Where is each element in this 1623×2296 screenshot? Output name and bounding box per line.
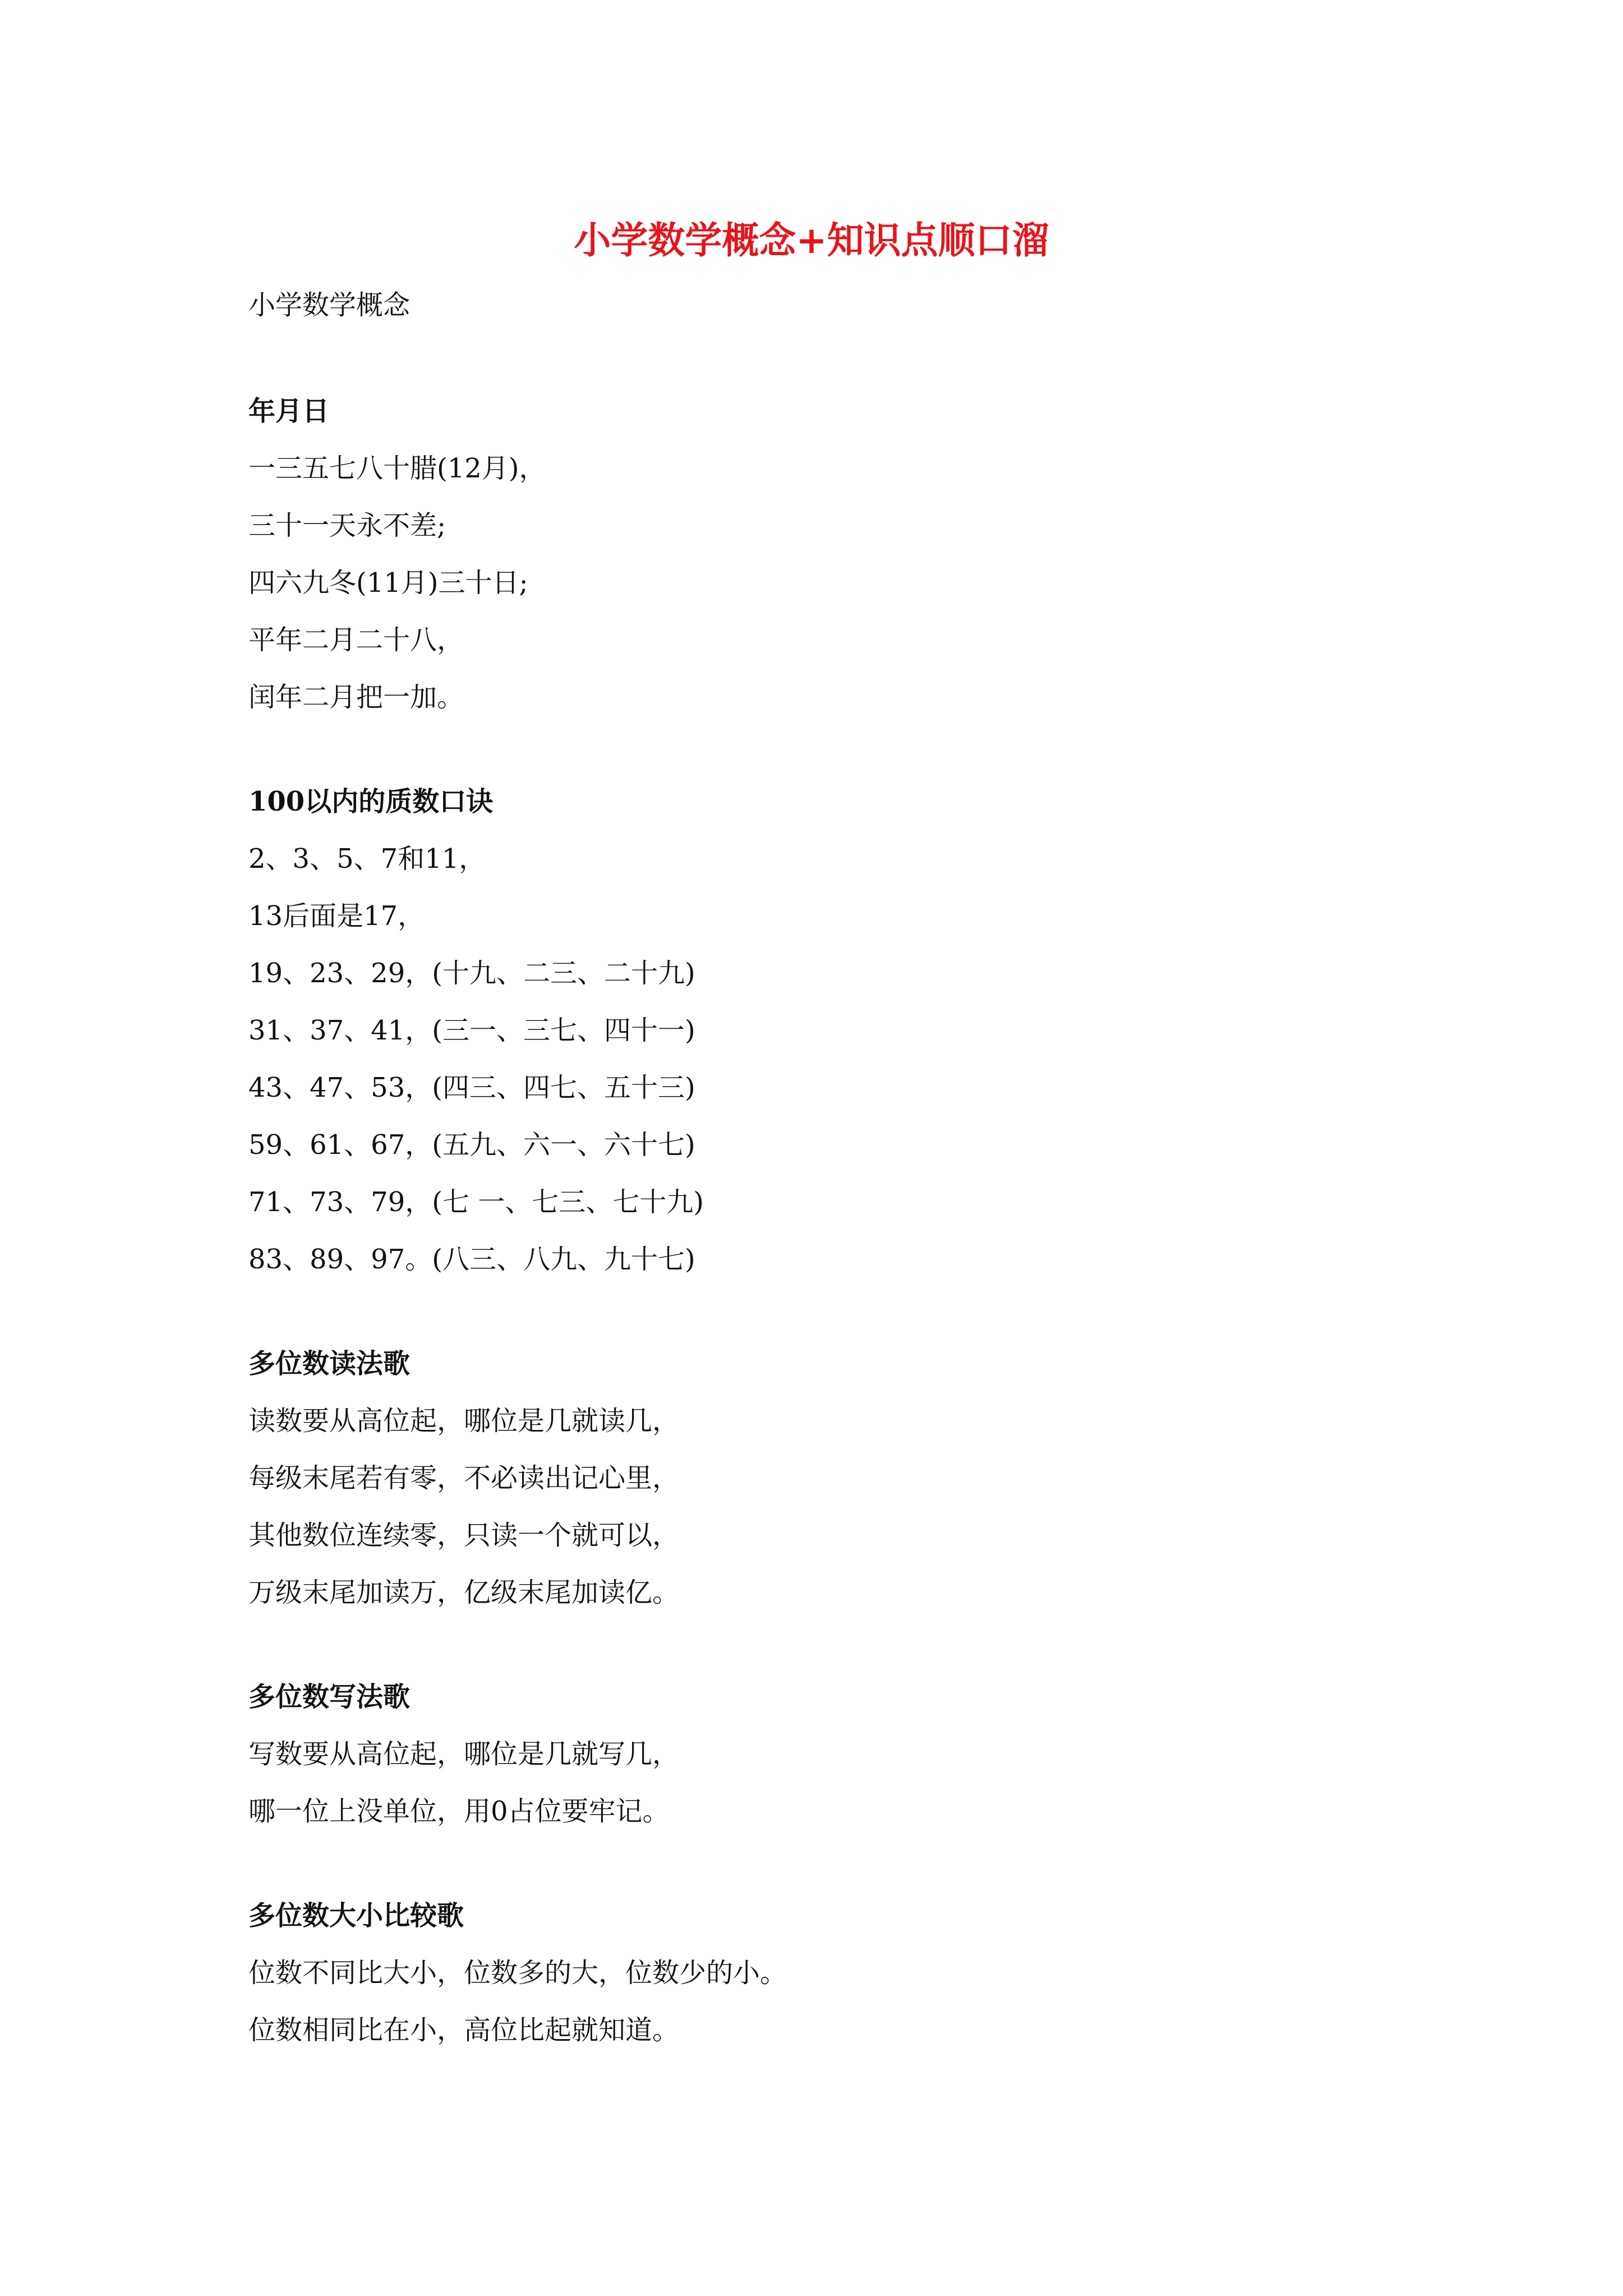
section-heading: 多位数读法歌 xyxy=(248,1348,411,1379)
section-heading: 年月日 xyxy=(248,395,330,427)
section-prime-numbers xyxy=(248,776,1426,1291)
rhyme-line: 闰年二月把一加。 xyxy=(248,682,464,713)
rhyme-line: 其他数位连续零，只读一个就可以， xyxy=(248,1520,680,1551)
rhyme-line: 万级末尾加读万，亿级末尾加读亿。 xyxy=(248,1577,680,1608)
rhyme-line: 三十一天永不差; xyxy=(248,510,446,541)
rhyme-line: 一三五七八十腊(12月)， xyxy=(248,453,546,484)
rhyme-line: 四六九冬(11月)三十日; xyxy=(248,567,528,599)
section-heading: 100以内的质数口诀 xyxy=(248,786,494,817)
document-subtitle: 小学数学概念 xyxy=(248,289,411,321)
section-year-month-day xyxy=(248,386,1426,729)
rhyme-line: 31、37、41，(三一、三七、四十一) xyxy=(248,1015,695,1046)
rhyme-line: 19、23、29，(十九、二三、二十九) xyxy=(248,958,695,989)
rhyme-line: 13后面是17， xyxy=(248,900,425,932)
rhyme-line: 71、73、79，(七 一、七三、七十九) xyxy=(248,1186,704,1218)
rhyme-line: 位数相同比在小，高位比起就知道。 xyxy=(248,2014,680,2046)
rhyme-line: 哪一位上没单位，用0占位要牢记。 xyxy=(248,1796,670,1827)
sections xyxy=(248,386,1426,2062)
rhyme-line: 83、89、97。(八三、八九、九十七) xyxy=(248,1244,695,1275)
document-body xyxy=(248,282,1426,2062)
section-writing-numbers xyxy=(248,1672,1426,1843)
section-comparing-numbers xyxy=(248,1890,1426,2062)
rhyme-line: 59、61、67，(五九、六一、六十七) xyxy=(248,1129,695,1161)
rhyme-line: 读数要从高位起，哪位是几就读几， xyxy=(248,1405,680,1437)
rhyme-line: 平年二月二十八， xyxy=(248,624,464,656)
section-reading-numbers xyxy=(248,1338,1426,1625)
document-title: 小学数学概念+知识点顺口溜 xyxy=(574,218,1049,262)
rhyme-line: 每级末尾若有零，不必读出记心里， xyxy=(248,1462,680,1494)
rhyme-line: 写数要从高位起，哪位是几就写几， xyxy=(248,1738,680,1770)
section-heading: 多位数大小比较歌 xyxy=(248,1900,464,1931)
section-heading: 多位数写法歌 xyxy=(248,1681,411,1713)
rhyme-line: 2、3、5、7和11， xyxy=(248,843,486,875)
rhyme-line: 位数不同比大小，位数多的大，位数少的小。 xyxy=(248,1957,787,1989)
rhyme-line: 43、47、53，(四三、四七、五十三) xyxy=(248,1072,695,1103)
